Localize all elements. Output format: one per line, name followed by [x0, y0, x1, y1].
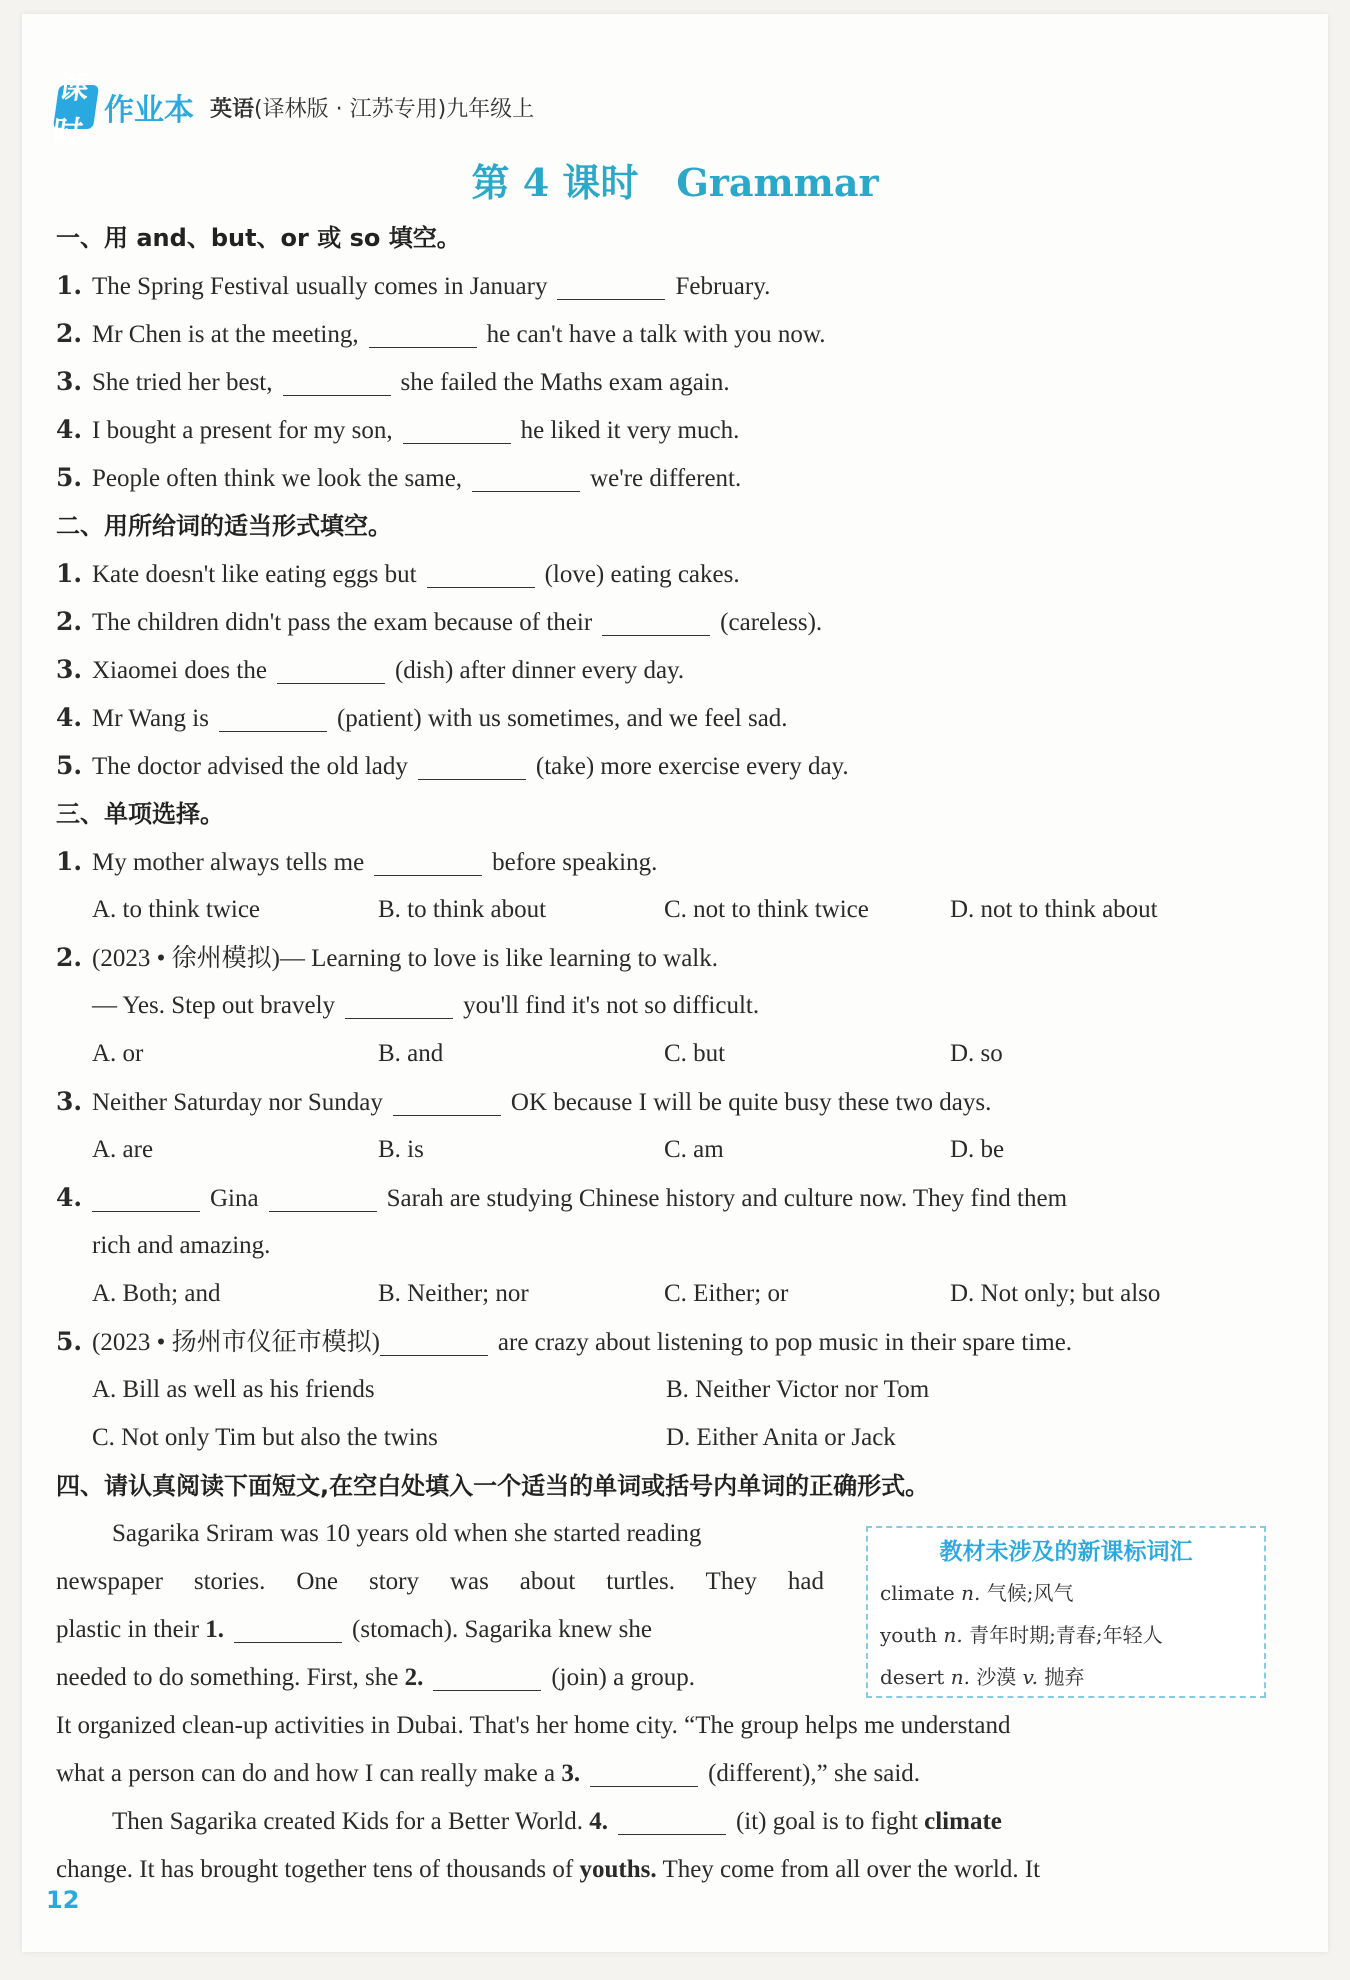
exercise-content [56, 214, 1266, 1894]
passage-line: Then Sagarika created Kids for a Better World. 4. (it) goal is to fight climate [112, 1808, 1002, 1835]
option-d[interactable]: D. not to think about [950, 896, 1158, 923]
s1-item-5: 5. People often think we look the same, we're different. [56, 463, 742, 492]
option-a[interactable]: A. to think twice [92, 896, 261, 923]
answer-blank[interactable] [374, 847, 482, 876]
option-d[interactable]: D. Either Anita or Jack [666, 1424, 896, 1451]
option-c[interactable]: C. Either; or [664, 1280, 789, 1307]
page-number: 12 [46, 1886, 80, 1914]
passage-line: needed to do something. First, she 2. (join) a group. [56, 1664, 696, 1691]
s3-q5-options-row1 [56, 1366, 1266, 1414]
option-a[interactable]: A. Bill as well as his friends [92, 1376, 375, 1403]
answer-blank[interactable] [557, 271, 665, 300]
logo-box: 课时 [53, 85, 99, 129]
subject: 英语 [210, 96, 255, 122]
s1-item-1: 1. The Spring Festival usually comes in January February. [56, 271, 771, 300]
vocab-item: desert n. 沙漠 v. 抛弃 [880, 1665, 1085, 1689]
answer-blank[interactable] [403, 415, 511, 444]
s3-q5-options-row2 [56, 1414, 1266, 1462]
answer-blank[interactable] [472, 463, 580, 492]
option-a[interactable]: A. Both; and [92, 1280, 221, 1307]
s3-q5: 5. (2023 • 扬州市仪征市模拟) are crazy about listening to pop music in their spare time. [56, 1327, 1073, 1356]
option-c[interactable]: C. am [664, 1136, 724, 1163]
s1-item-3: 3. She tried her best, she failed the Maths exam again. [56, 367, 730, 396]
answer-blank-3[interactable] [590, 1758, 698, 1787]
answer-blank[interactable] [418, 751, 526, 780]
option-d[interactable]: D. so [950, 1040, 1003, 1067]
answer-blank[interactable] [269, 1183, 377, 1212]
s1-item-4: 4. I bought a present for my son, he liked it very much. [56, 415, 740, 444]
answer-blank[interactable] [380, 1327, 488, 1356]
s3-q4: 4. Gina Sarah are studying Chinese history and culture now. They find them [56, 1183, 1068, 1212]
s3-q1: 1. My mother always tells me before speaking. [56, 847, 658, 876]
book-info [210, 92, 534, 123]
s3-q4-options [56, 1270, 1266, 1318]
option-c[interactable]: C. but [664, 1040, 726, 1067]
s2-item-5: 5. The doctor advised the old lady (take) more exercise every day. [56, 751, 849, 780]
option-d[interactable]: D. Not only; but also [950, 1280, 1161, 1307]
s3-q2-options [56, 1030, 1266, 1078]
option-b[interactable]: B. and [378, 1040, 444, 1067]
answer-blank[interactable] [427, 559, 535, 588]
passage-line: change. It has brought together tens of thousands of youths. They come from all over the world. It [56, 1856, 1041, 1883]
section-2-title: 二、用所给词的适当形式填空。 [56, 512, 392, 540]
section-4-title: 四、请认真阅读下面短文,在空白处填入一个适当的单词或括号内单词的正确形式。 [56, 1472, 930, 1500]
option-c[interactable]: C. not to think twice [664, 896, 869, 923]
s3-q1-options [56, 886, 1266, 934]
option-b[interactable]: B. to think about [378, 896, 547, 923]
option-c[interactable]: C. Not only Tim but also the twins [92, 1424, 438, 1451]
answer-blank[interactable] [277, 655, 385, 684]
s3-q3: 3. Neither Saturday nor Sunday OK because I will be quite busy these two days. [56, 1087, 992, 1116]
s3-q3-options [56, 1126, 1266, 1174]
s3-q4-line2: rich and amazing. [92, 1232, 271, 1259]
passage-line: It organized clean-up activities in Dubai. That's her home city. “The group helps me understand [56, 1712, 1011, 1739]
s2-item-3: 3. Xiaomei does the (dish) after dinner every day. [56, 655, 685, 684]
answer-blank[interactable] [283, 367, 391, 396]
answer-blank[interactable] [602, 607, 710, 636]
answer-blank[interactable] [219, 703, 327, 732]
s2-item-2: 2. The children didn't pass the exam because of their (careless). [56, 607, 823, 636]
lesson-title: 第 4 课时 Grammar [471, 160, 879, 205]
answer-blank-2[interactable] [433, 1662, 541, 1691]
vocab-item: climate n. 气候;风气 [880, 1581, 1074, 1605]
answer-blank-1[interactable] [234, 1614, 342, 1643]
page-header [49, 71, 535, 150]
option-b[interactable]: B. Neither Victor nor Tom [666, 1376, 930, 1403]
vocab-item: youth n. 青年时期;青春;年轻人 [880, 1623, 1163, 1647]
s1-item-2: 2. Mr Chen is at the meeting, he can't have a talk with you now. [56, 319, 826, 348]
passage-line: plastic in their 1. (stomach). Sagarika knew she [56, 1616, 652, 1643]
answer-blank[interactable] [92, 1183, 200, 1212]
s2-item-4: 4. Mr Wang is (patient) with us sometimes, and we feel sad. [56, 703, 788, 732]
answer-blank[interactable] [345, 990, 453, 1019]
s3-q2-line2: — Yes. Step out bravely you'll find it's not so difficult. [92, 992, 760, 1019]
vocab-title: 教材未涉及的新课标词汇 [939, 1539, 1193, 1565]
option-b[interactable]: B. is [378, 1136, 424, 1163]
option-a[interactable]: A. are [92, 1136, 154, 1163]
s3-q2: 2. (2023 • 徐州模拟)— Learning to love is like learning to walk. [56, 943, 718, 972]
answer-blank[interactable] [393, 1087, 501, 1116]
passage-line: what a person can do and how I can really make a 3. (different),” she said. [56, 1760, 921, 1787]
section-3-title: 三、单项选择。 [56, 800, 224, 828]
edition: (译林版 · 江苏专用)九年级上 [254, 96, 535, 122]
answer-blank-4[interactable] [618, 1806, 726, 1835]
option-b[interactable]: B. Neither; nor [378, 1280, 529, 1307]
reading-passage [56, 1510, 1266, 1894]
s2-item-1: 1. Kate doesn't like eating eggs but (love) eating cakes. [56, 559, 740, 588]
option-a[interactable]: A. or [92, 1040, 144, 1067]
passage-line: Sagarika Sriram was 10 years old when she started reading [112, 1520, 702, 1547]
logo-text: 作业本 [104, 93, 194, 128]
workbook-page [22, 14, 1328, 1952]
answer-blank[interactable] [369, 319, 477, 348]
section-1-title: 一、用 and、but、or 或 so 填空。 [56, 224, 461, 252]
vocab-box [866, 1526, 1266, 1698]
passage-line: newspaper stories. One story was about turtles. They had [56, 1568, 824, 1595]
option-d[interactable]: D. be [950, 1136, 1005, 1163]
